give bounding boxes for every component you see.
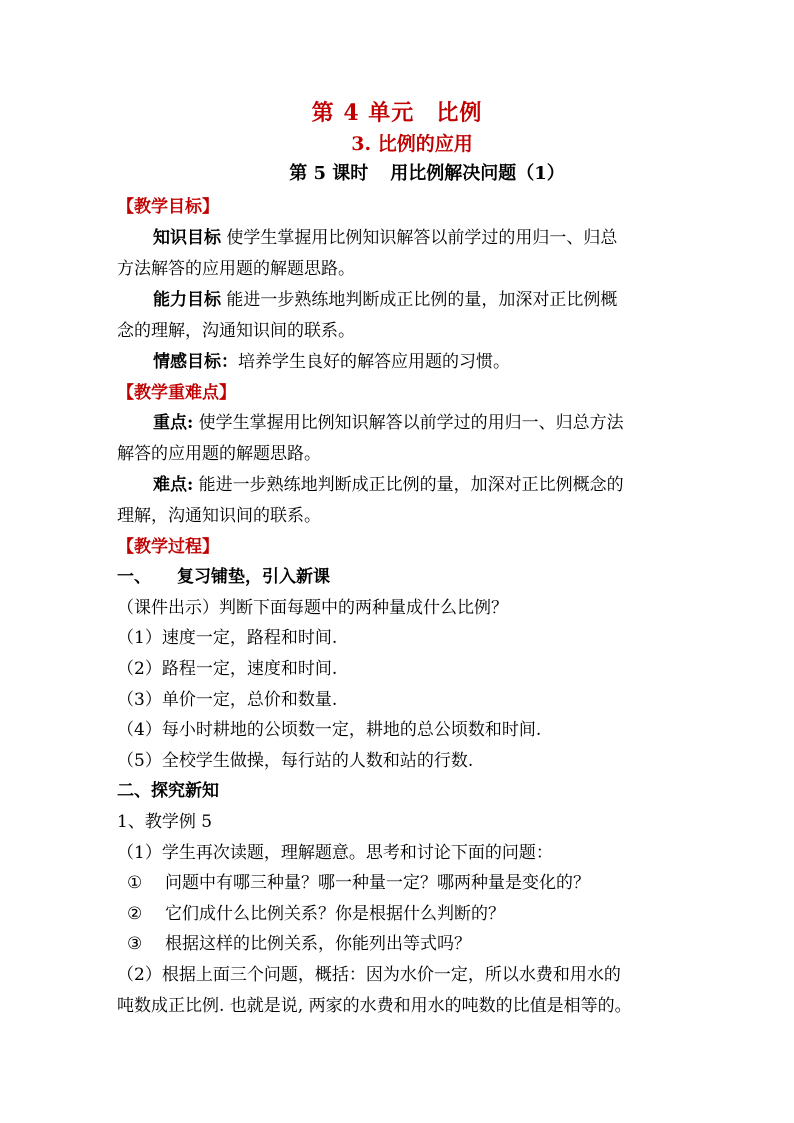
key-point-line2: 解答的应用题的解题思路。 bbox=[117, 444, 321, 464]
key-point-text1: 使学生掌握用比例知识解答以前学过的用归一、归总方法 bbox=[193, 413, 624, 433]
knowledge-goal-line1 bbox=[153, 227, 617, 249]
part1-heading bbox=[117, 566, 330, 588]
part2-heading: 二、探究新知 bbox=[117, 781, 219, 801]
lesson-title bbox=[30, 162, 794, 186]
step2-line2: 吨数成正比例. 也就是说, 两家的水费和用水的吨数的比值是相等的。 bbox=[117, 996, 632, 1016]
review-intro: （课件出示）判断下面每题中的两种量成什么比例？ bbox=[117, 598, 508, 618]
question-2-mark: ② bbox=[127, 904, 143, 924]
question-2-text: 它们成什么比例关系？你是根据什么判断的？ bbox=[165, 904, 505, 924]
key-points-heading: 【教学重难点】 bbox=[117, 383, 236, 403]
key-point-line1 bbox=[153, 412, 624, 434]
question-3-mark: ③ bbox=[127, 934, 143, 954]
key-point-label: 重点: bbox=[153, 413, 194, 433]
question-1-mark: ① bbox=[127, 873, 143, 893]
part1-number: 一、 bbox=[117, 567, 151, 587]
emotion-goal-line bbox=[153, 351, 510, 373]
emotion-goal-text: 培养学生良好的解答应用题的习惯。 bbox=[238, 352, 510, 372]
lesson-number: 第 5 课时 bbox=[289, 163, 369, 184]
example-heading: 1、教学例 5 bbox=[117, 812, 213, 832]
difficult-point-text1: 能进一步熟练地判断成正比例的量，加深对正比例概念的 bbox=[193, 475, 624, 495]
ability-goal-line1 bbox=[153, 289, 617, 311]
difficult-point-line1 bbox=[153, 474, 624, 496]
unit-title bbox=[0, 99, 794, 127]
process-heading: 【教学过程】 bbox=[117, 537, 219, 557]
review-item-3: （3）单价一定，总价和数量. bbox=[117, 690, 338, 710]
unit-title-name: 比例 bbox=[436, 100, 483, 126]
review-item-5: （5）全校学生做操，每行站的人数和站的行数. bbox=[117, 751, 474, 771]
review-item-4: （4）每小时耕地的公顷数一定，耕地的总公顷数和时间. bbox=[117, 720, 542, 740]
knowledge-goal-text1: 使学生掌握用比例知识解答以前学过的用归一、归总 bbox=[221, 228, 618, 248]
ability-goal-line2: 念的理解，沟通知识间的联系。 bbox=[117, 321, 355, 341]
knowledge-goal-label: 知识目标 bbox=[153, 228, 221, 248]
lesson-topic: 用比例解决问题（1） bbox=[390, 163, 565, 184]
step2-line1: （2）根据上面三个问题，概括：因为水价一定，所以水费和用水的 bbox=[117, 965, 621, 985]
emotion-goal-label: 情感目标： bbox=[153, 352, 238, 372]
question-2 bbox=[127, 903, 505, 925]
goals-heading: 【教学目标】 bbox=[117, 197, 219, 217]
question-3-text: 根据这样的比例关系，你能列出等式吗？ bbox=[165, 934, 471, 954]
question-1-text: 问题中有哪三种量？哪一种量一定？哪两种量是变化的？ bbox=[165, 873, 590, 893]
part1-title: 复习铺垫，引入新课 bbox=[177, 567, 330, 587]
ability-goal-text1: 能进一步熟练地判断成正比例的量，加深对正比例概 bbox=[221, 290, 618, 310]
review-item-1: （1）速度一定，路程和时间. bbox=[117, 628, 338, 648]
difficult-point-label: 难点: bbox=[153, 475, 194, 495]
difficult-point-line2: 理解，沟通知识间的联系。 bbox=[117, 506, 321, 526]
question-1 bbox=[127, 872, 590, 894]
step1-text: （1）学生再次读题，理解题意。思考和讨论下面的问题： bbox=[117, 843, 553, 863]
review-item-2: （2）路程一定，速度和时间. bbox=[117, 659, 338, 679]
knowledge-goal-line2: 方法解答的应用题的解题思路。 bbox=[117, 259, 355, 279]
section-title: 3. 比例的应用 bbox=[351, 133, 473, 155]
ability-goal-label: 能力目标 bbox=[153, 290, 221, 310]
unit-title-number: 第 4 单元 bbox=[311, 100, 415, 126]
question-3 bbox=[127, 933, 471, 955]
